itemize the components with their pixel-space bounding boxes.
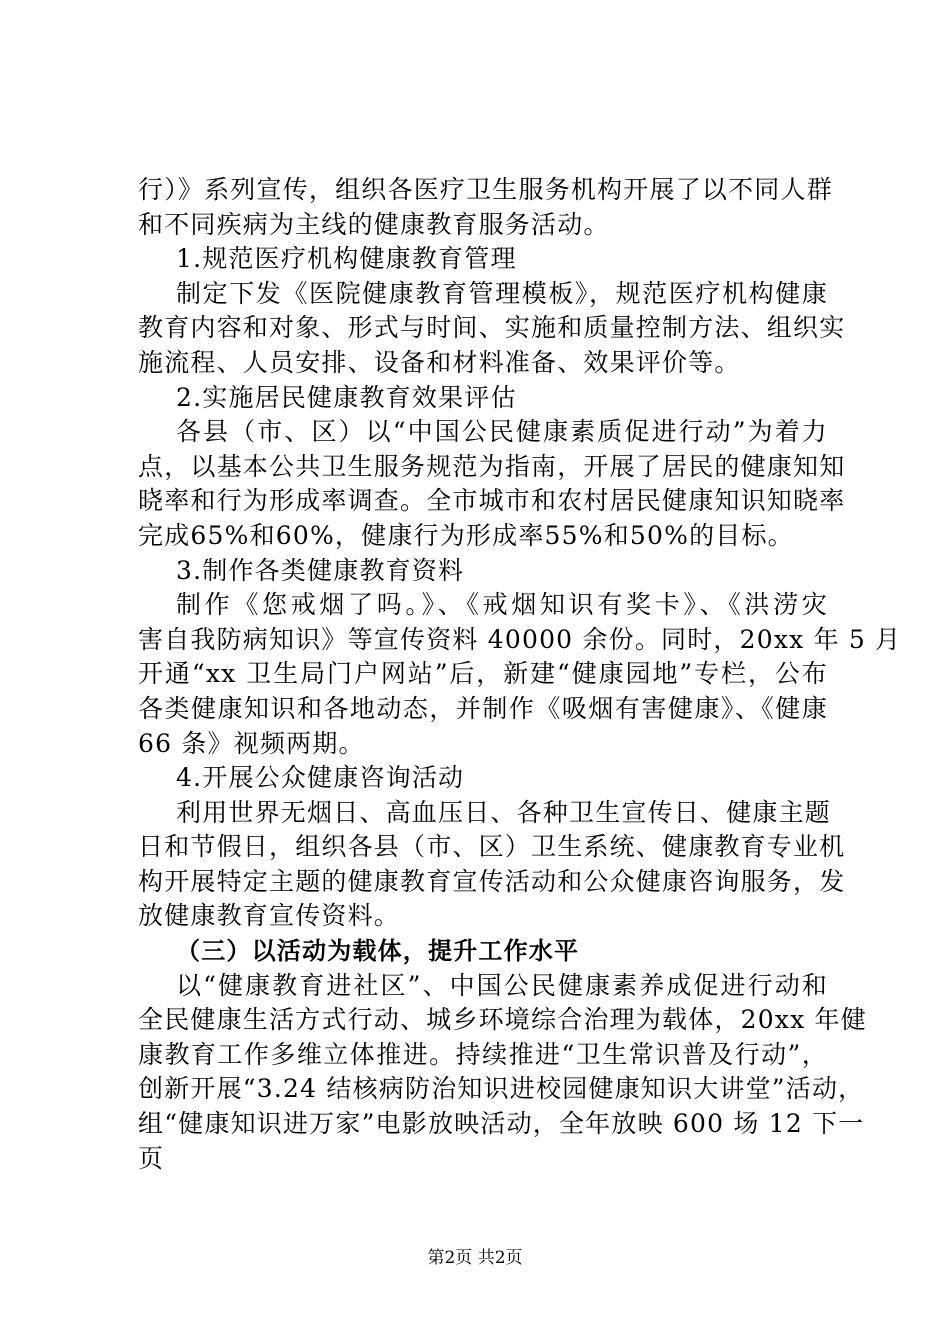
document-body <box>138 173 902 1176</box>
section-heading: （三）以活动为载体，提升工作水平 <box>176 937 580 966</box>
page-footer <box>0 1243 950 1268</box>
text-line: 构开展特定主题的健康教育宣传活动和公众健康咨询服务，发 <box>138 866 846 896</box>
text-line: 教育内容和对象、形式与时间、实施和质量控制方法、组织实 <box>138 313 846 343</box>
text-line: 康教育工作多维立体推进。持续推进“卫生常识普及行动”， <box>138 1039 828 1069</box>
page-number-label: 第2页 共2页 <box>427 1248 523 1268</box>
text-line: 页 <box>138 1143 165 1173</box>
text-line: 行）》系列宣传，组织各医疗卫生服务机构开展了以不同人群 <box>138 175 833 204</box>
text-line: 开通“xx 卫生局门户网站”后，新建“健康园地”专栏，公布 <box>138 659 828 689</box>
text-line: 害自我防病知识》等宣传资料 40000 余份。同时，20xx 年 5 月 <box>138 624 902 654</box>
text-line: 组“健康知识进万家”电影放映活动，全年放映 600 场 12 下一 <box>138 1109 865 1139</box>
text-line: 放健康教育宣传资料。 <box>138 901 401 931</box>
text-line: 晓率和行为形成率调查。全市城市和农村居民健康知识知晓率 <box>138 486 846 516</box>
text-line: 制定下发《医院健康教育管理模板》，规范医疗机构健康 <box>176 278 828 308</box>
text-line: 利用世界无烟日、高血压日、各种卫生宣传日、健康主题 <box>176 797 832 827</box>
text-line: 3.制作各类健康教育资料 <box>176 555 465 585</box>
text-line: 日和节假日，组织各县（市、区）卫生系统、健康教育专业机 <box>138 832 846 862</box>
text-line: 各类健康知识和各地动态，并制作《吸烟有害健康》、《健康 <box>138 693 828 723</box>
text-line: 66 条》视频两期。 <box>138 728 365 758</box>
text-line: 2.实施居民健康教育效果评估 <box>176 382 517 412</box>
text-line: 各县（市、区）以“中国公民健康素质促进行动”为着力 <box>176 417 828 447</box>
text-line: 以“健康教育进社区”、中国公民健康素养成促进行动和 <box>176 970 828 1000</box>
text-line: 完成65%和60%，健康行为形成率55%和50%的目标。 <box>138 520 794 550</box>
text-line: 和不同疾病为主线的健康教育服务活动。 <box>138 209 610 239</box>
text-line: 4.开展公众健康咨询活动 <box>176 763 465 793</box>
text-line: 点，以基本公共卫生服务规范为指南，开展了居民的健康知知 <box>138 451 846 481</box>
text-line: 施流程、人员安排、设备和材料准备、效果评价等。 <box>138 347 741 377</box>
text-line: 制作《您戒烟了吗。》、《戒烟知识有奖卡》、《洪涝灾 <box>176 590 828 620</box>
text-line: 1.规范医疗机构健康教育管理 <box>176 244 517 274</box>
text-line: 创新开展“3.24 结核病防治知识进校园健康知识大讲堂”活动， <box>138 1074 865 1104</box>
text-line: 全民健康生活方式行动、城乡环境综合治理为载体，20xx 年健 <box>138 1005 867 1035</box>
